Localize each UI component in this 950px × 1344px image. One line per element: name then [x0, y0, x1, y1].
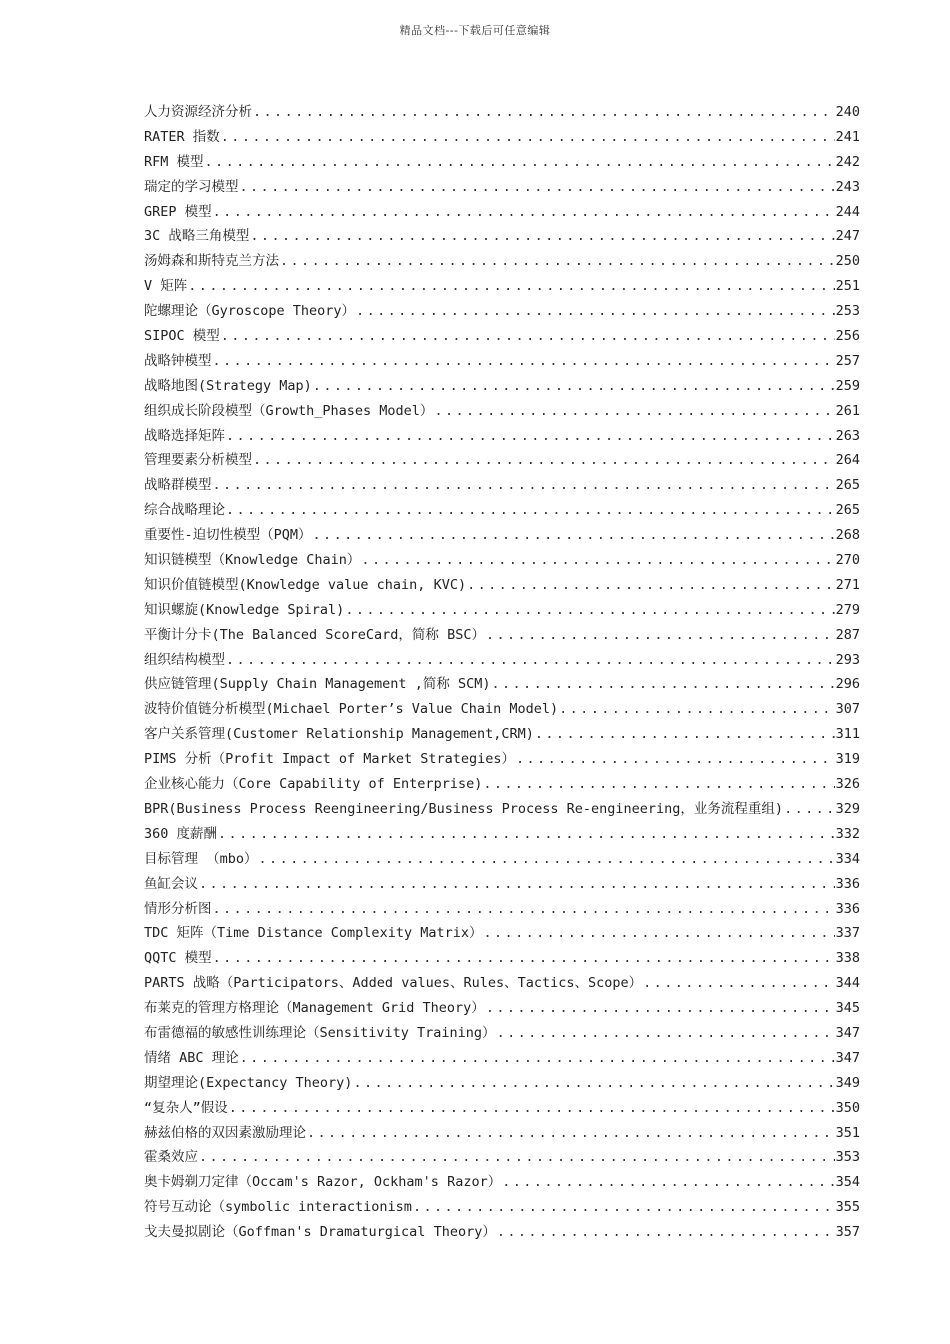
toc-entry-title: 组织成长阶段模型（Growth_Phases Model）: [144, 402, 434, 419]
toc-entry-title: 奥卡姆剃刀定律（Occam's Razor, Ockham's Razor）: [144, 1174, 502, 1191]
toc-entry-page: 265: [835, 477, 860, 494]
toc-entry-page: 326: [835, 776, 860, 793]
toc-entry[interactable]: [144, 1046, 860, 1071]
toc-entry[interactable]: [144, 623, 860, 648]
toc-entry-title: 霍桑效应: [144, 1149, 198, 1166]
toc-entry[interactable]: [144, 1121, 860, 1146]
toc-entry[interactable]: [144, 996, 860, 1021]
toc-entry-page: 265: [835, 502, 860, 519]
toc-entry[interactable]: [144, 1071, 860, 1096]
toc-entry-title: 陀螺理论（Gyroscope Theory）: [144, 303, 356, 320]
toc-leader-dots: [226, 498, 835, 523]
toc-entry-page: 257: [835, 352, 860, 369]
toc-leader-dots: [434, 399, 834, 424]
toc-entry-title: 企业核心能力（Core Capability of Enterprise): [144, 776, 483, 793]
toc-entry-page: 253: [835, 303, 860, 320]
toc-entry-page: 259: [835, 377, 860, 394]
toc-leader-dots: [226, 424, 835, 449]
toc-entry-title: GREP 模型: [144, 203, 212, 220]
toc-entry-page: 357: [835, 1224, 860, 1241]
toc-entry[interactable]: [144, 897, 860, 922]
toc-entry[interactable]: [144, 374, 860, 399]
toc-entry[interactable]: [144, 971, 860, 996]
toc-entry-page: 279: [835, 601, 860, 618]
toc-entry-title: 360 度薪酬: [144, 825, 218, 842]
toc-entry[interactable]: [144, 747, 860, 772]
toc-entry-page: 350: [835, 1099, 860, 1116]
toc-entry[interactable]: [144, 672, 860, 697]
toc-entry-title: 戈夫曼拟剧论（Goffman's Dramaturgical Theory）: [144, 1224, 496, 1241]
toc-entry[interactable]: [144, 872, 860, 897]
toc-leader-dots: [229, 1096, 835, 1121]
toc-entry-page: 347: [835, 1024, 860, 1041]
toc-leader-dots: [559, 697, 835, 722]
toc-entry-title: PIMS 分析（Profit Impact of Market Strategies）: [144, 751, 515, 768]
toc-leader-dots: [486, 623, 835, 648]
toc-entry-title: 知识螺旋(Knowledge Spiral): [144, 601, 345, 618]
toc-entry-page: 334: [835, 850, 860, 867]
toc-entry-title: 客户关系管理(Customer Relationship Management,CRM): [144, 726, 534, 743]
toc-entry-title: 符号互动论（symbolic interactionism: [144, 1199, 412, 1216]
toc-leader-dots: [213, 473, 835, 498]
page-header: 精品文档---下载后可任意编辑: [399, 24, 551, 37]
toc-leader-dots: [497, 1220, 835, 1245]
toc-leader-dots: [221, 125, 835, 150]
toc-entry-title: 平衡计分卡(The Balanced ScoreCard，简称 BSC）: [144, 626, 485, 643]
toc-entry-title: 战略选择矩阵: [144, 427, 225, 444]
toc-entry-page: 336: [835, 900, 860, 917]
toc-entry-title: V 矩阵: [144, 278, 188, 295]
toc-entry-page: 240: [835, 104, 860, 120]
toc-entry-page: 243: [835, 178, 860, 195]
toc-entry[interactable]: [144, 349, 860, 374]
toc-entry-page: 250: [835, 253, 860, 270]
toc-entry-page: 319: [835, 751, 860, 768]
toc-leader-dots: [313, 374, 835, 399]
toc-entry[interactable]: [144, 548, 860, 573]
toc-entry-title: 战略地图(Strategy Map): [144, 377, 312, 394]
toc-leader-dots: [240, 175, 835, 200]
toc-entry-title: 战略钟模型: [144, 352, 212, 369]
toc-entry-title: 波特价值链分析模型(Michael Porter’s Value Chain Model): [144, 701, 559, 718]
toc-entry-page: 353: [835, 1149, 860, 1166]
toc-entry-title: 重要性-迫切性模型（PQM）: [144, 527, 312, 544]
toc-leader-dots: [205, 150, 835, 175]
toc-entry[interactable]: [144, 1145, 860, 1170]
toc-leader-dots: [361, 548, 834, 573]
toc-entry-page: 337: [835, 925, 860, 942]
toc-leader-dots: [516, 747, 835, 772]
toc-entry-page: 345: [835, 1000, 860, 1017]
toc-leader-dots: [353, 1071, 834, 1096]
toc-leader-dots: [535, 722, 835, 747]
toc-entry-page: 349: [835, 1074, 860, 1091]
toc-entry-page: 344: [835, 975, 860, 992]
toc-entry-title: 管理要素分析模型: [144, 452, 252, 469]
toc-leader-dots: [280, 249, 835, 274]
toc-leader-dots: [188, 274, 834, 299]
toc-leader-dots: [199, 1145, 835, 1170]
toc-entry-page: 263: [835, 427, 860, 444]
toc-entry-title: 布雷德福的敏感性训练理论（Sensitivity Training）: [144, 1024, 496, 1041]
toc-leader-dots: [259, 847, 835, 872]
toc-entry[interactable]: [144, 847, 860, 872]
toc-entry-title: 知识链模型（Knowledge Chain）: [144, 552, 361, 569]
toc-leader-dots: [199, 872, 835, 897]
toc-leader-dots: [491, 672, 834, 697]
toc-leader-dots: [226, 648, 835, 673]
toc-entry[interactable]: [144, 424, 860, 449]
toc-entry[interactable]: [144, 1195, 860, 1220]
toc-entry-title: SIPOC 模型: [144, 328, 220, 345]
toc-entry-page: 242: [835, 153, 860, 170]
toc-entry-title: 战略群模型: [144, 477, 212, 494]
toc-entry-title: 综合战略理论: [144, 502, 225, 519]
toc-entry-title: PARTS 战略（Participators、Added values、Rules、Tactics、Scope）: [144, 975, 643, 992]
toc-entry-title: 情绪 ABC 理论: [144, 1049, 239, 1066]
toc-entry[interactable]: [144, 249, 860, 274]
toc-leader-dots: [502, 1170, 834, 1195]
toc-leader-dots: [213, 200, 835, 225]
toc-entry-title: 情形分析图: [144, 900, 212, 917]
toc-leader-dots: [483, 772, 834, 797]
toc-entry-title: QQTC 模型: [144, 950, 212, 967]
toc-leader-dots: [643, 971, 834, 996]
toc-entry-title: RFM 模型: [144, 153, 204, 170]
toc-entry[interactable]: [144, 324, 860, 349]
toc-entry-title: 知识价值链模型(Knowledge value chain, KVC): [144, 576, 467, 593]
toc-leader-dots: [356, 299, 835, 324]
toc-entry[interactable]: [144, 498, 860, 523]
toc-entry[interactable]: [144, 822, 860, 847]
toc-entry-title: 瑞定的学习模型: [144, 178, 239, 195]
toc-entry[interactable]: [144, 224, 860, 249]
toc-entry-title: “复杂人”假设: [144, 1099, 228, 1116]
toc-entry-page: 270: [835, 552, 860, 569]
toc-entry-title: 汤姆森和斯特克兰方法: [144, 253, 279, 270]
toc-entry[interactable]: [144, 299, 860, 324]
toc-entry-page: 256: [835, 328, 860, 345]
toc-leader-dots: [483, 921, 834, 946]
toc-entry-title: TDC 矩阵（Time Distance Complexity Matrix）: [144, 925, 483, 942]
toc-entry-page: 268: [835, 527, 860, 544]
toc-entry-page: 293: [835, 651, 860, 668]
toc-entry[interactable]: [144, 150, 860, 175]
toc-entry-page: 336: [835, 875, 860, 892]
toc-leader-dots: [345, 598, 834, 623]
toc-entry[interactable]: [144, 697, 860, 722]
toc-entry-page: 261: [835, 402, 860, 419]
toc-entry-page: 347: [835, 1049, 860, 1066]
toc-leader-dots: [486, 996, 835, 1021]
toc-entry[interactable]: [144, 473, 860, 498]
toc-entry[interactable]: [144, 722, 860, 747]
toc-entry[interactable]: [144, 523, 860, 548]
toc-entry[interactable]: [144, 1220, 860, 1245]
toc-entry-page: 271: [835, 576, 860, 593]
toc-leader-dots: [784, 797, 835, 822]
toc-entry-title: 赫兹伯格的双因素激励理论: [144, 1124, 306, 1141]
toc-entry[interactable]: [144, 1096, 860, 1121]
toc-entry-page: 251: [835, 278, 860, 295]
toc-entry-page: 287: [835, 626, 860, 643]
toc-entry-page: 332: [835, 825, 860, 842]
toc-entry-title: 3C 战略三角模型: [144, 228, 250, 245]
toc-entry[interactable]: [144, 175, 860, 200]
toc-entry-page: 307: [835, 701, 860, 718]
toc-entry[interactable]: [144, 573, 860, 598]
toc-entry-title: 人力资源经济分析: [144, 104, 252, 120]
toc-entry-page: 338: [835, 950, 860, 967]
toc-leader-dots: [253, 448, 835, 473]
toc-leader-dots: [218, 822, 835, 847]
toc-entry-page: 329: [835, 800, 860, 817]
toc-entry[interactable]: [144, 1170, 860, 1195]
toc-entry-title: 鱼缸会议: [144, 875, 198, 892]
toc-entry-page: 311: [835, 726, 860, 743]
toc-entry[interactable]: [144, 772, 860, 797]
toc-entry-title: BPR(Business Process Reengineering/Business Process Re-engineering，业务流程重组): [144, 800, 784, 817]
toc-entry-page: 247: [835, 228, 860, 245]
toc-entry-title: 目标管理 （mbo）: [144, 850, 258, 867]
toc-leader-dots: [240, 1046, 835, 1071]
toc-entry[interactable]: [144, 448, 860, 473]
toc-entry[interactable]: [144, 921, 860, 946]
toc-entry-page: 354: [835, 1174, 860, 1191]
toc-entry-page: 241: [835, 128, 860, 145]
toc-entry-title: 供应链管理(Supply Chain Management ,简称 SCM): [144, 676, 491, 693]
toc-entry[interactable]: [144, 598, 860, 623]
toc-leader-dots: [213, 897, 835, 922]
toc-entry[interactable]: [144, 399, 860, 424]
toc-entry[interactable]: [144, 200, 860, 225]
toc-entry[interactable]: [144, 797, 860, 822]
toc-entry[interactable]: [144, 125, 860, 150]
toc-entry-title: 布莱克的管理方格理论（Management Grid Theory）: [144, 1000, 485, 1017]
toc-leader-dots: [313, 523, 835, 548]
toc-entry-page: 296: [835, 676, 860, 693]
toc-entry[interactable]: [144, 1021, 860, 1046]
toc-entry[interactable]: [144, 648, 860, 673]
toc-leader-dots: [253, 100, 835, 125]
toc-entry-title: 期望理论(Expectancy Theory): [144, 1074, 353, 1091]
toc-leader-dots: [213, 946, 835, 971]
toc-entry-page: 264: [835, 452, 860, 469]
toc-leader-dots: [413, 1195, 835, 1220]
toc-entry[interactable]: [144, 946, 860, 971]
toc-leader-dots: [221, 324, 835, 349]
toc-leader-dots: [213, 349, 835, 374]
toc-entry[interactable]: [144, 274, 860, 299]
toc-entry-page: 244: [835, 203, 860, 220]
toc-entry-page: 351: [835, 1124, 860, 1141]
toc-leader-dots: [307, 1121, 835, 1146]
toc-entry-title: 组织结构模型: [144, 651, 225, 668]
table-of-contents: [144, 100, 860, 1245]
toc-entry-title: RATER 指数: [144, 128, 220, 145]
toc-leader-dots: [250, 224, 834, 249]
toc-leader-dots: [497, 1021, 835, 1046]
toc-leader-dots: [467, 573, 835, 598]
toc-entry-page: 355: [835, 1199, 860, 1216]
toc-entry[interactable]: [144, 100, 860, 125]
